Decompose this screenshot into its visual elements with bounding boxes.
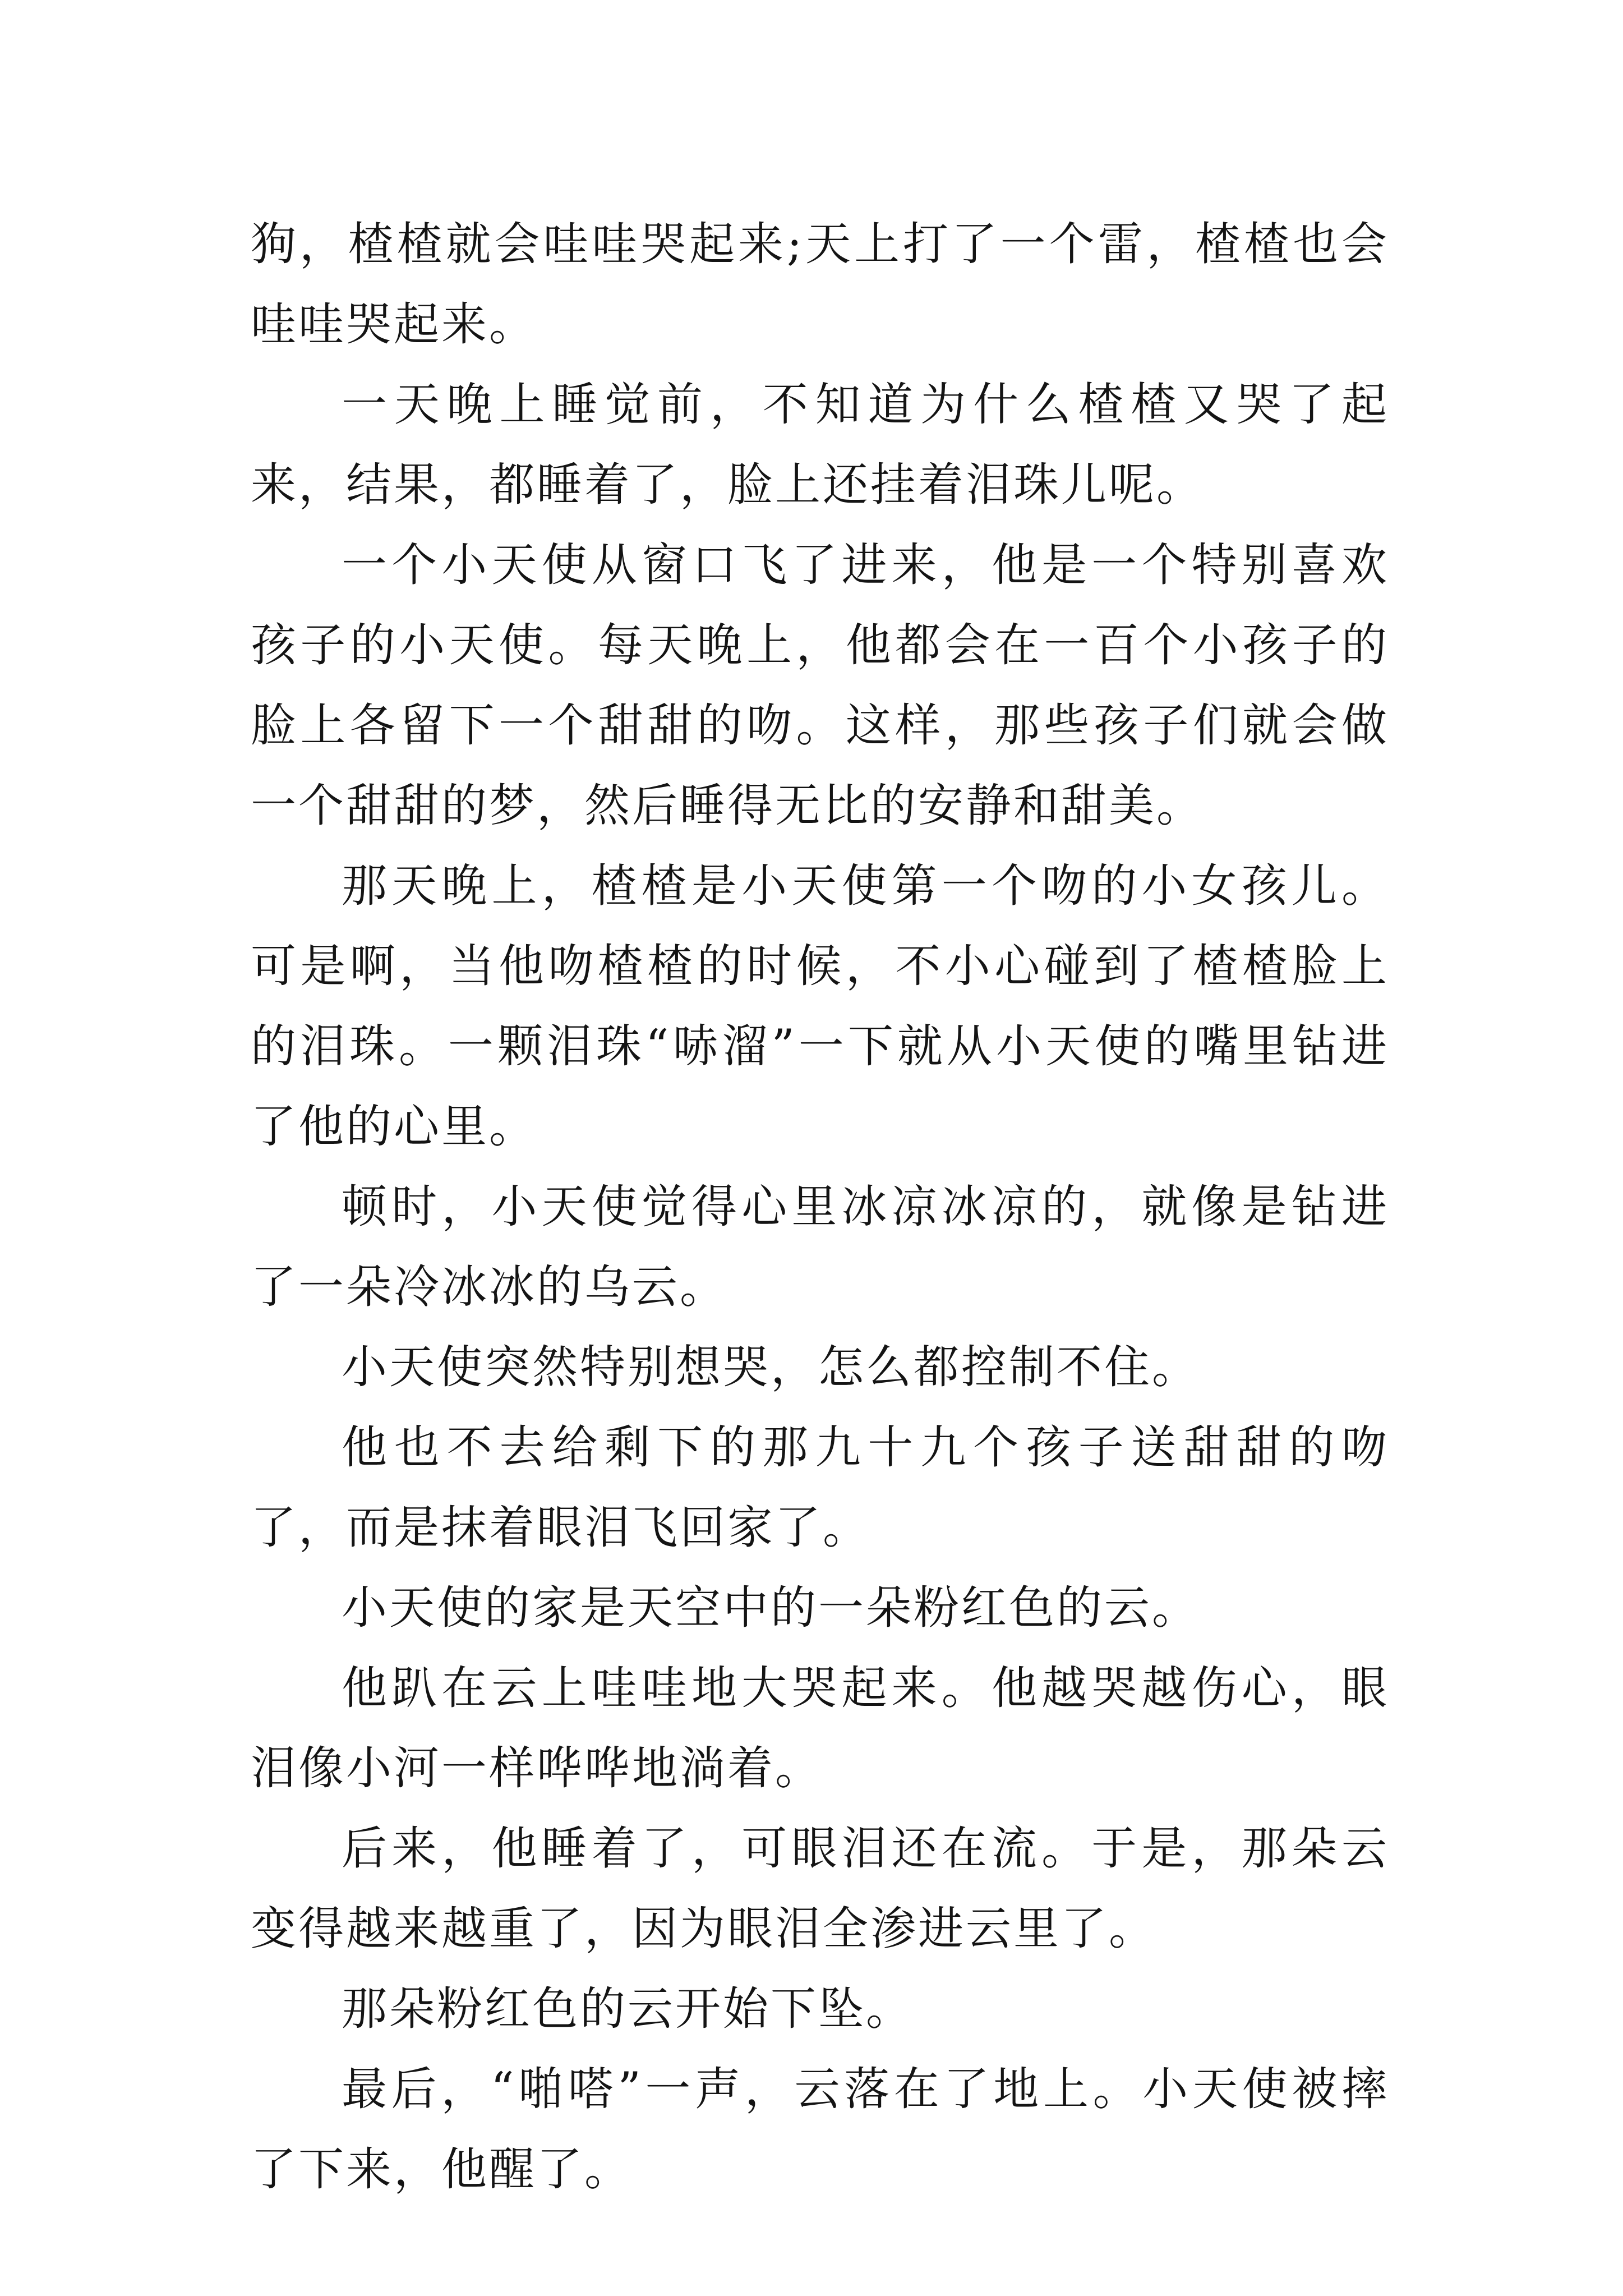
paragraph-continued: 狗，楂楂就会哇哇哭起来;天上打了一个雷，楂楂也会哇哇哭起来。 xyxy=(251,218,1389,351)
paragraph: 他也不去给剩下的那九十九个孩子送甜甜的吻了，而是抹着眼泪飞回家了。 xyxy=(251,1421,1389,1554)
paragraph: 一个小天使从窗口飞了进来，他是一个特别喜欢孩子的小天使。每天晚上，他都会在一百个小孩子的脸上各留下一个甜甜的吻。这样，那些孩子们就会做一个甜甜的梦，然后睡得无比的安静和甜美。 xyxy=(251,539,1389,832)
body-text xyxy=(251,205,1389,2210)
paragraph: 那天晚上，楂楂是小天使第一个吻的小女孩儿。可是啊，当他吻楂楂的时候，不小心碰到了楂楂脸上的泪珠。一颗泪珠“哧溜”一下就从小天使的嘴里钻进了他的心里。 xyxy=(251,860,1389,1153)
paragraph: 后来，他睡着了，可眼泪还在流。于是，那朵云变得越来越重了，因为眼泪全渗进云里了。 xyxy=(251,1823,1389,1955)
paragraph: 顿时，小天使觉得心里冰凉冰凉的，就像是钻进了一朵冷冰冰的乌云。 xyxy=(251,1181,1389,1314)
paragraph: 一天晚上睡觉前，不知道为什么楂楂又哭了起来，结果，都睡着了，脸上还挂着泪珠儿呢。 xyxy=(251,379,1389,512)
paragraph: 他趴在云上哇哇地大哭起来。他越哭越伤心，眼泪像小河一样哗哗地淌着。 xyxy=(251,1662,1389,1795)
paragraph: 小天使的家是天空中的一朵粉红色的云。 xyxy=(342,1582,1200,1635)
paragraph: 那朵粉红色的云开始下坠。 xyxy=(342,1983,914,2036)
paragraph: 小天使突然特别想哭，怎么都控制不住。 xyxy=(342,1341,1200,1394)
paragraph: 最后，“啪嗒”一声，云落在了地上。小天使被摔了下来，他醒了。 xyxy=(251,2063,1389,2196)
